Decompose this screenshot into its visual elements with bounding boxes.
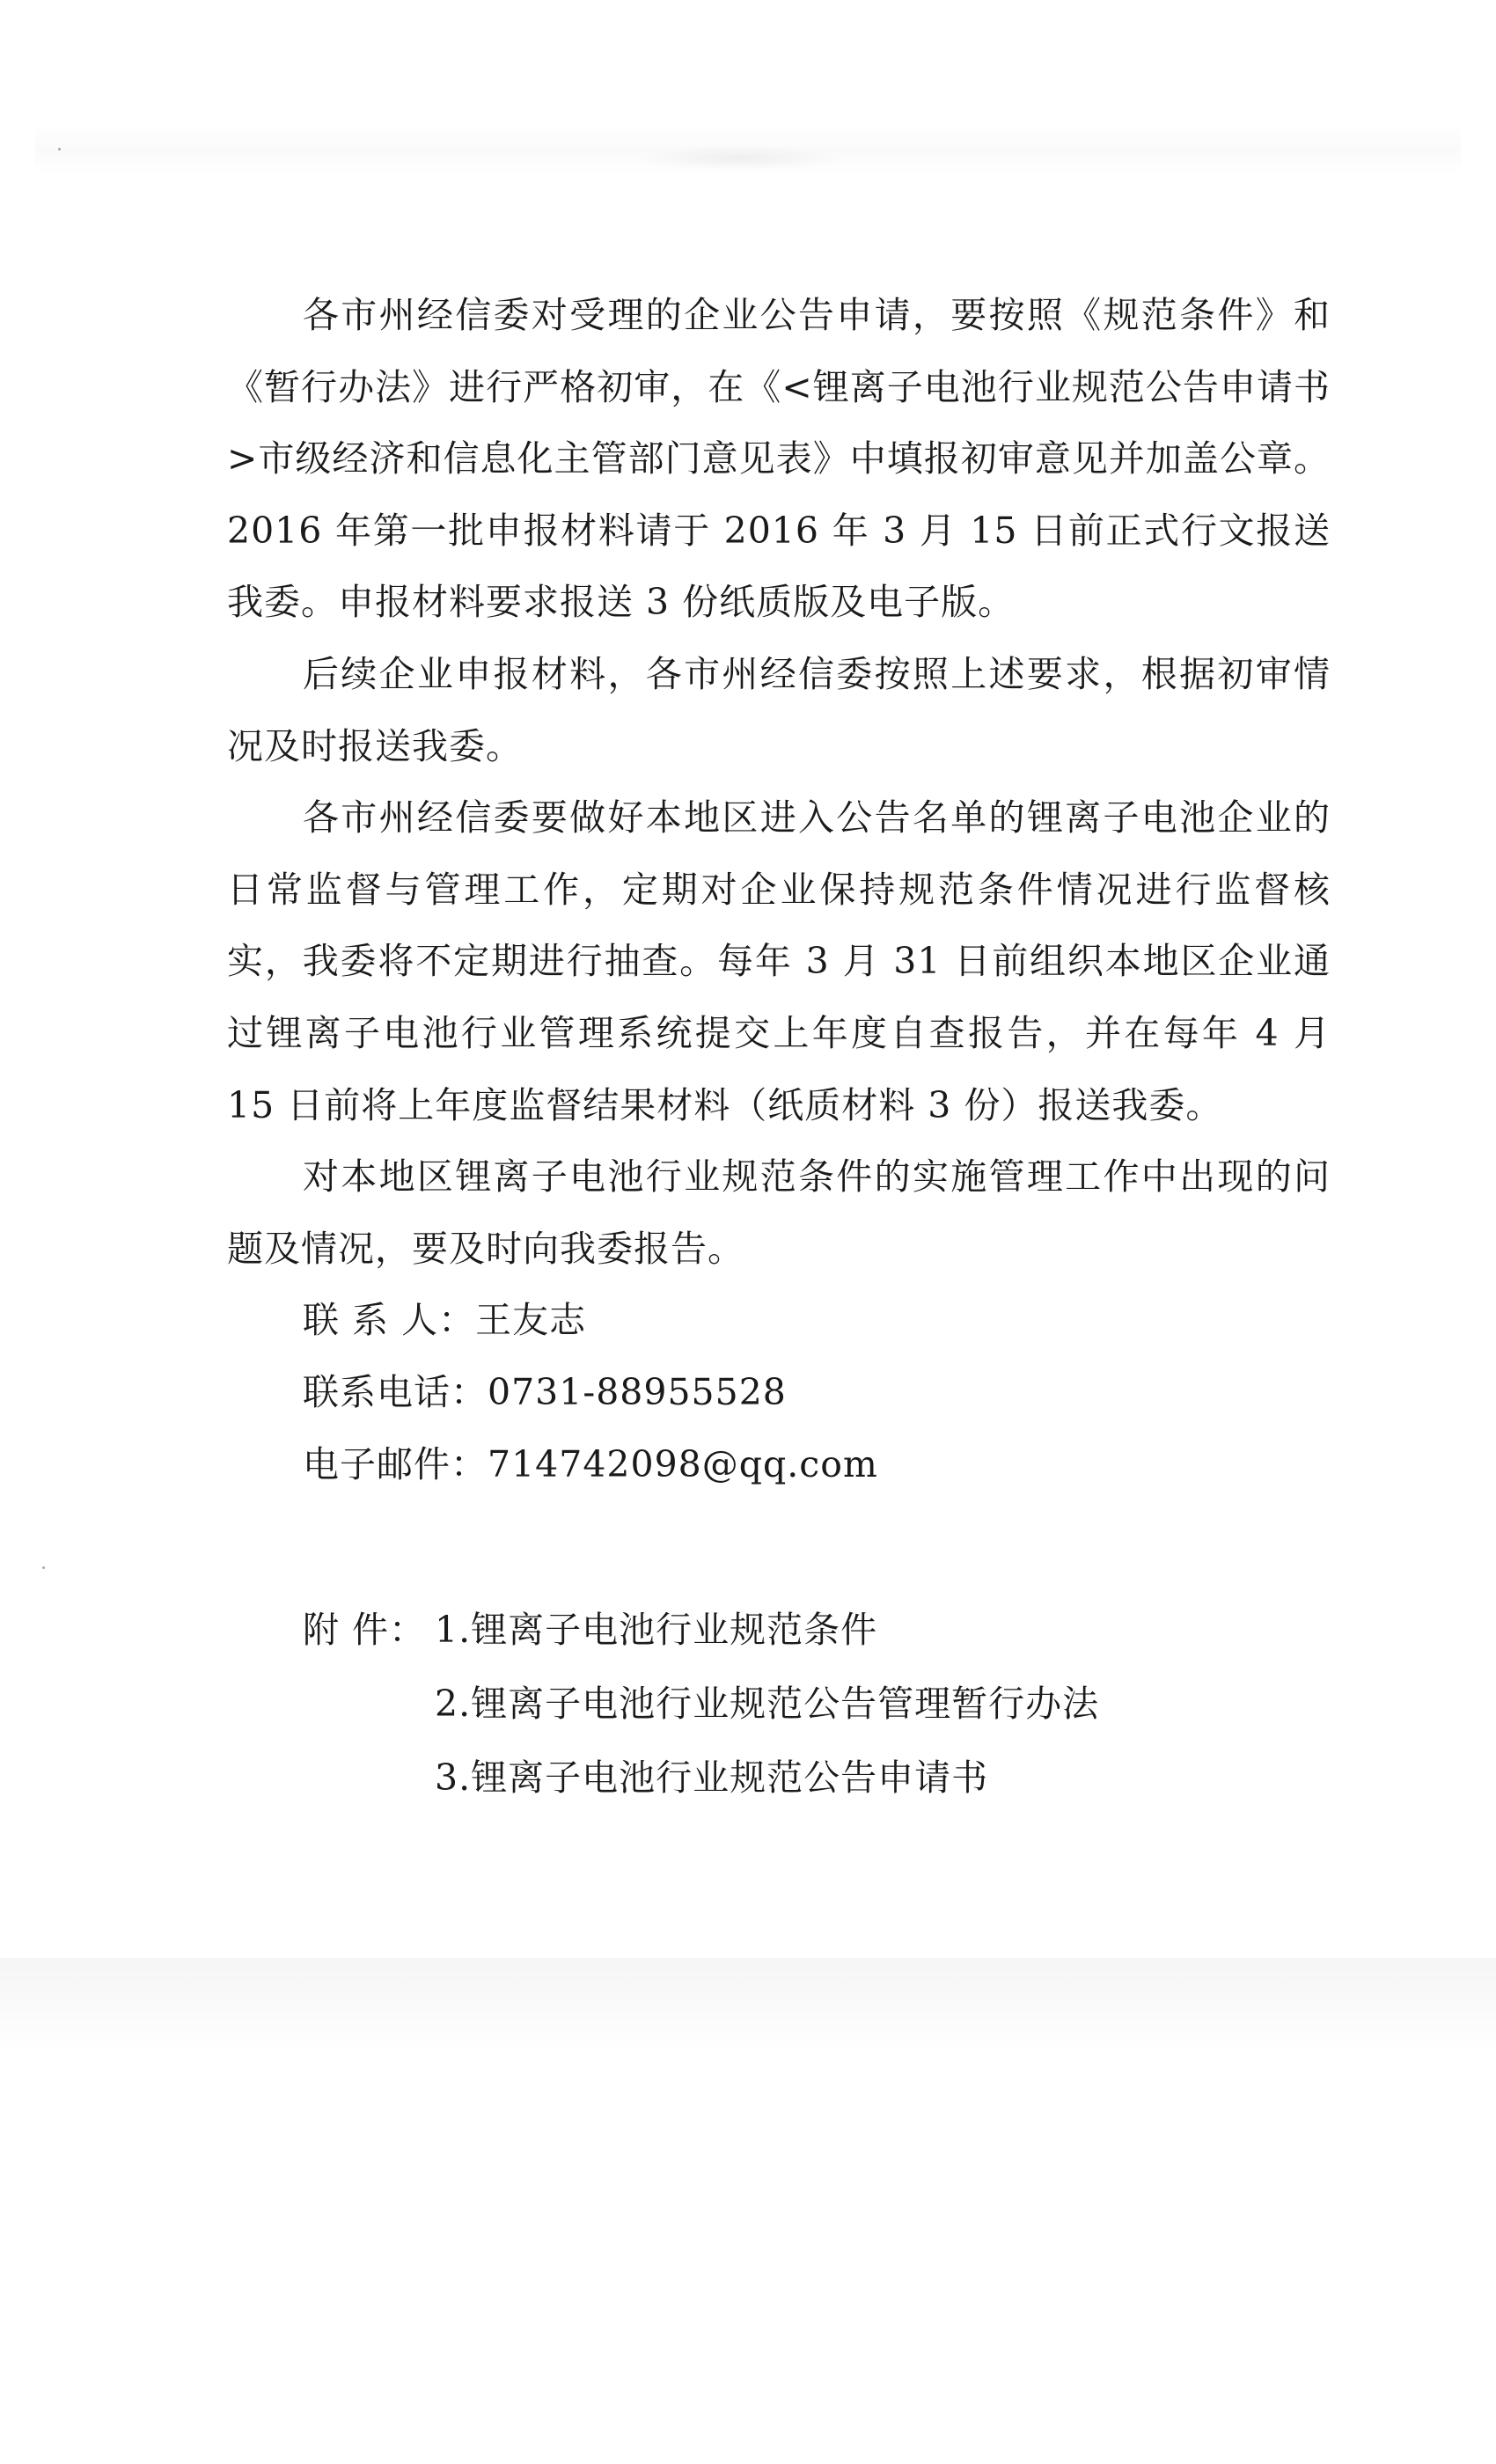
- contact-email: [227, 1429, 1331, 1501]
- attachment-row: [303, 1667, 1099, 1741]
- paragraph-supervision: 各市州经信委要做好本地区进入公告名单的锂离子电池企业的日常监督与管理工作，定期对企业保持规范条件情况进行监督核实，我委将不定期进行抽查。每年 3 月 31 日前组织本地区企业通过锂离子电池行业管理系统提交上年度自查报告，并在每年 4 月 15 日前将上年度监督结果材料（纸质材料 3 份）报送我委。: [227, 796, 1331, 1126]
- attachment-row: [303, 1741, 1099, 1815]
- contact-person-label: 联 系 人：: [303, 1299, 476, 1342]
- contact-email-value: 714742098@qq.com: [488, 1442, 878, 1485]
- contact-phone-label: 联系电话：: [303, 1370, 488, 1413]
- attachments-list: [303, 1593, 1099, 1815]
- contact-person: [227, 1285, 1331, 1357]
- paragraph-reporting: 对本地区锂离子电池行业规范条件的实施管理工作中出现的问题及情况，要及时向我委报告。: [227, 1155, 1331, 1270]
- document-body: [227, 280, 1331, 1500]
- scan-speck: [42, 1566, 45, 1569]
- attachments-label: 附 件：: [303, 1609, 427, 1651]
- contact-person-value: 王友志: [475, 1299, 587, 1342]
- attachment-row: [303, 1593, 1099, 1667]
- paragraph-follow-up-submissions: 后续企业申报材料，各市州经信委按照上述要求，根据初审情况及时报送我委。: [227, 652, 1331, 767]
- attachment-item: 2.锂离子电池行业规范公告管理暂行办法: [435, 1683, 1100, 1725]
- paragraph-review-requirements: 各市州经信委对受理的企业公告申请，要按照《规范条件》和《暂行办法》进行严格初审，在《<锂离子电池行业规范公告申请书>市级经济和信息化主管部门意见表》中填报初审意见并加盖公章。2016 年第一批申报材料请于 2016 年 3 月 15 日前正式行文报送我委。申报材料要求报送 3 份纸质版及电子版。: [227, 294, 1331, 624]
- contact-phone: [227, 1357, 1331, 1429]
- scan-speck: [58, 148, 61, 150]
- attachment-item: 3.锂离子电池行业规范公告申请书: [435, 1756, 989, 1799]
- attachment-item: 1.锂离子电池行业规范条件: [435, 1609, 878, 1651]
- contact-email-label: 电子邮件：: [303, 1442, 488, 1485]
- contact-phone-value: 0731-88955528: [488, 1370, 787, 1413]
- scan-artifact: [0, 1958, 1496, 2055]
- scan-artifact: [634, 145, 845, 172]
